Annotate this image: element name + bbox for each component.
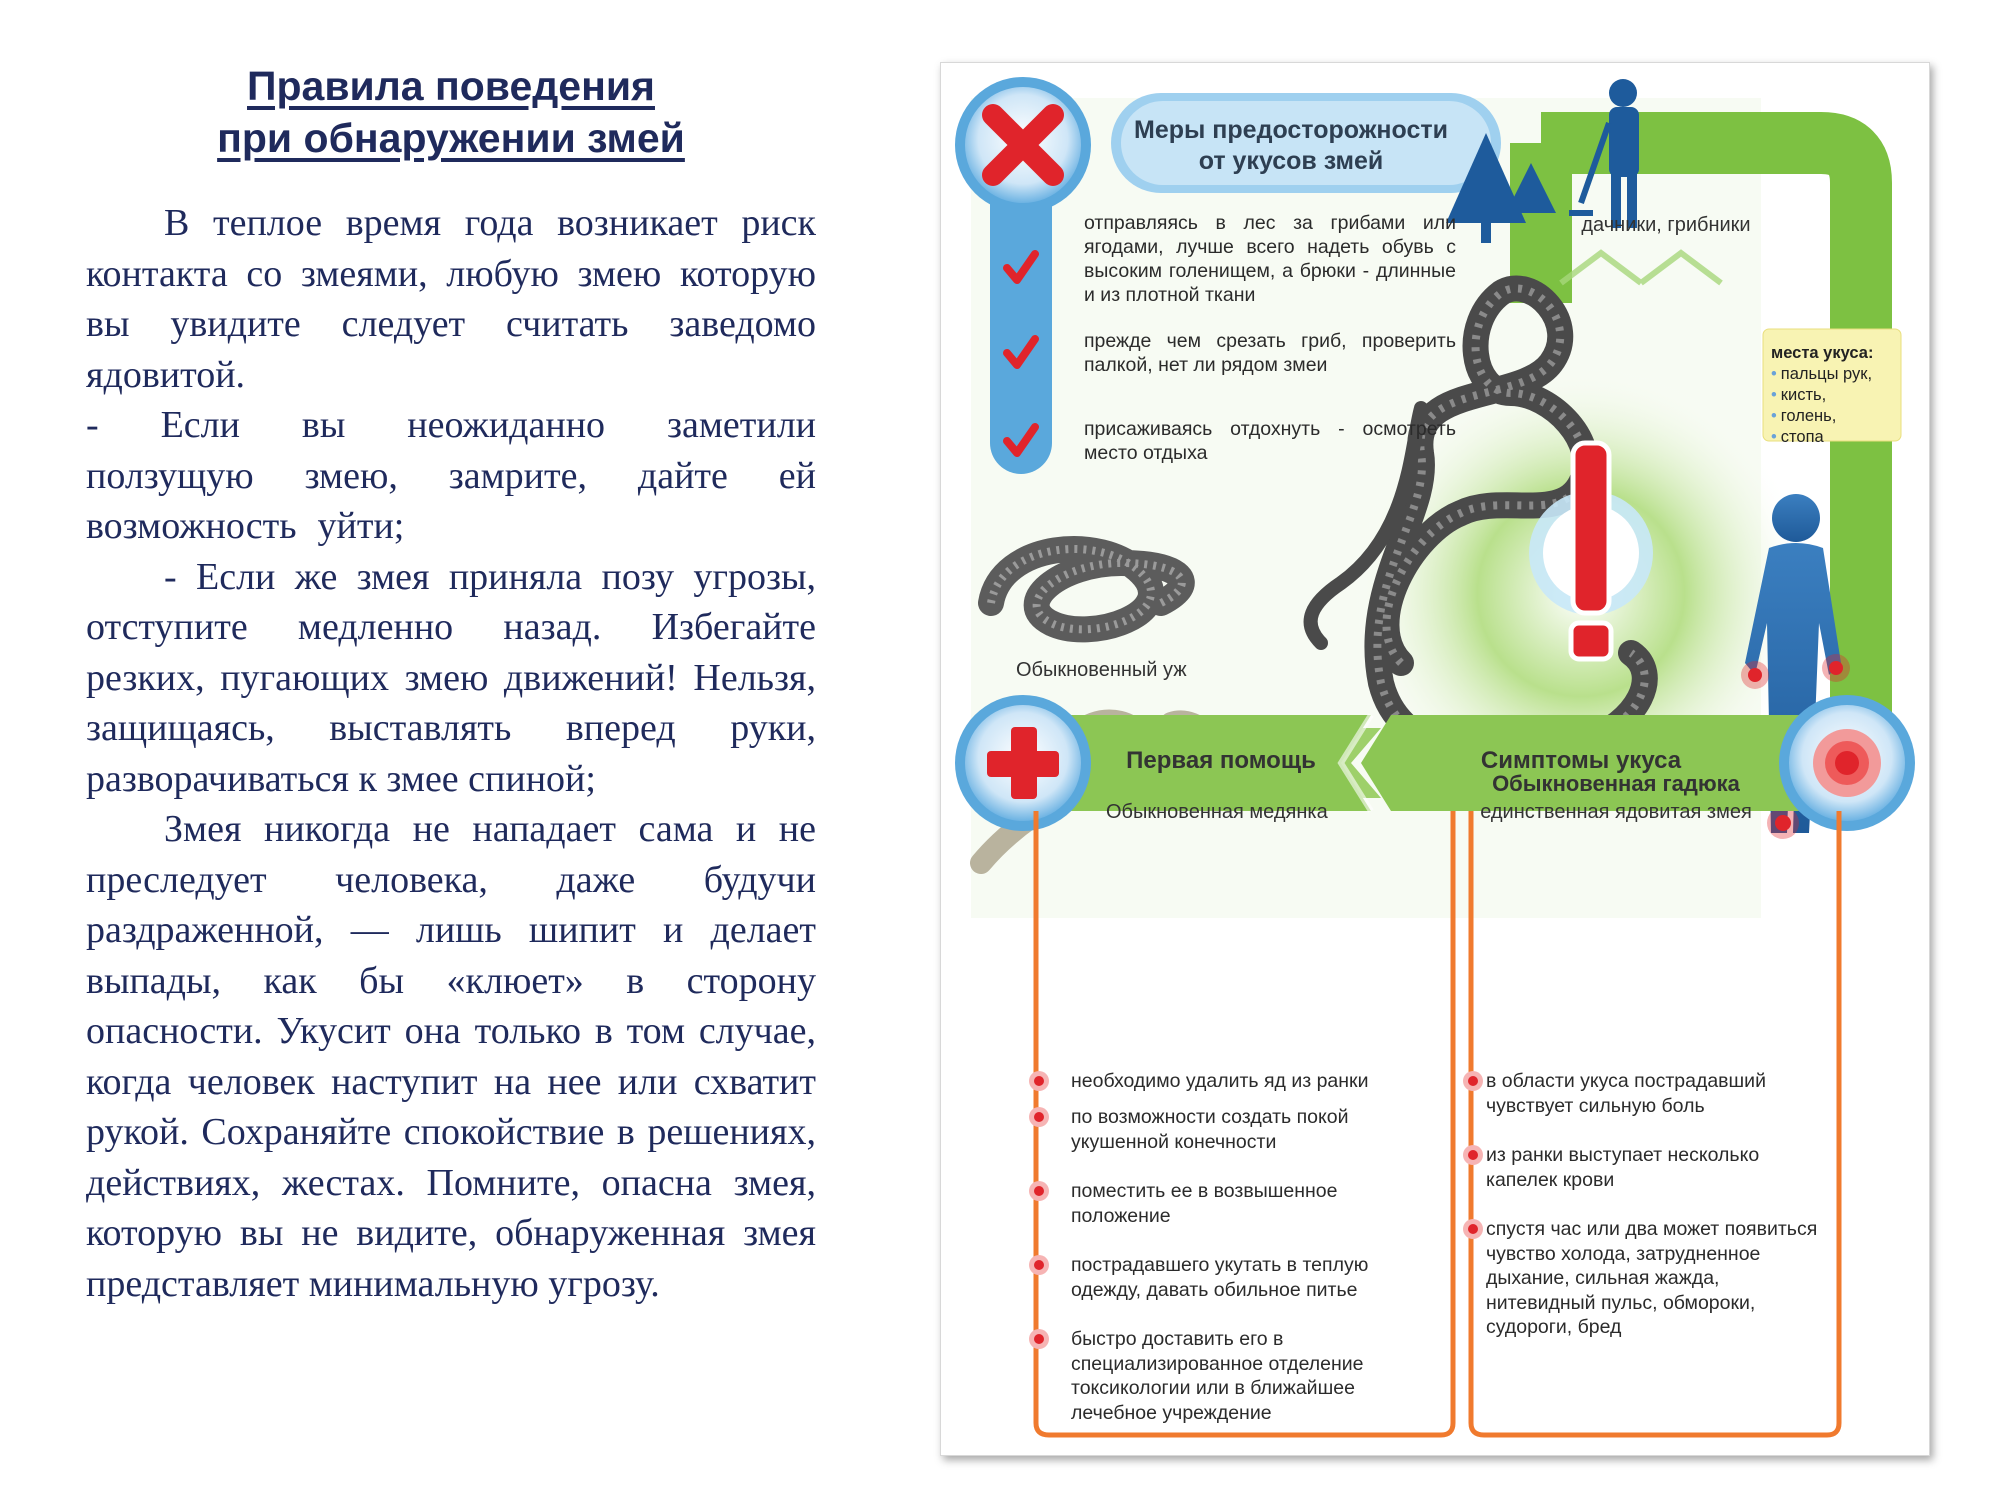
first-aid-title: Первая помощь	[1126, 747, 1316, 774]
risk-group-label: дачники, грибники	[1581, 214, 1751, 236]
article	[86, 60, 816, 1309]
paragraph-conclusion: Змея никогда не нападает сама и не преследует человека, даже будучи раздраженной, — лишь шипит и делает выпады, как бы «клюет» в сторону опасности. Укусит она только в том случае, когда человек наступит на нее или схватит рукой. Сохраняйте спокойствие в решениях, действиях, жестах. Помните, опасна змея, которую вы не видите, обнаруженная змея представляет минимальную угрозу.	[86, 808, 816, 1305]
bite-place-item: • голень,	[1771, 406, 1901, 427]
warning-exclamation-icon	[1571, 443, 1611, 659]
first-aid-item-2: по возможности создать покой укушенной конечности	[1071, 1106, 1349, 1153]
bite-target-icon	[1813, 729, 1881, 797]
article-title	[86, 60, 816, 164]
grass-snake-label: Обыкновенный уж	[1016, 659, 1187, 681]
caution-item-3: присаживаясь отдохнуть - осмотреть место отдыха	[1084, 418, 1456, 464]
bite-place-item: • пальцы рук,	[1771, 364, 1901, 385]
symptom-item-1: в области укуса пострадавший чувствует сильную боль	[1486, 1070, 1766, 1117]
poster	[940, 62, 1930, 1456]
bite-place-item: • стопа	[1771, 427, 1901, 448]
bite-places-title: места укуса:	[1771, 344, 1874, 362]
article-body	[86, 198, 816, 1309]
paragraph-rule-1: - Если вы неожиданно заметили ползущую змею, замрите, дайте ей возможность уйти;	[86, 404, 816, 547]
caution-item-1: отправляясь в лес за грибами или ягодами, лучше всего надеть обувь с высоким голенищем, а брюки - длинные и из плотной ткани	[1084, 212, 1456, 306]
symptom-item-2: из ранки выступает несколько капелек крови	[1486, 1144, 1760, 1191]
title-line-2: при обнаружении змей	[217, 115, 685, 161]
bite-places	[1771, 343, 1901, 448]
symptoms-title: Симптомы укуса	[1480, 747, 1682, 774]
paragraph-intro: В теплое время года возникает риск контакта со змеями, любую змею которую вы увидите следует считать заведомо ядовитой.	[86, 202, 816, 396]
first-aid-item-3: поместить ее в возвышенное положение	[1071, 1180, 1338, 1227]
paragraph-rule-2: - Если же змея приняла позу угрозы, отступите медленно назад. Избегайте резких, пугающих змею движений! Нельзя, защищаясь, выставлять вперед руки, разворачиваться к змее спиной;	[86, 555, 816, 800]
first-aid-item-4: пострадавшего укутать в теплую одежду, давать обильное питье	[1071, 1254, 1369, 1301]
viper-note: единственная ядовитая змея	[1480, 801, 1752, 823]
viper-label: Обыкновенная гадюка	[1492, 771, 1740, 796]
first-aid-item-1: необходимо удалить яд из ранки	[1071, 1070, 1369, 1092]
symptom-item-3: спустя час или два может появиться чувство холода, затрудненное дыхание, сильная жажда, нитевидный пульс, обмороки, судороги, бред	[1486, 1218, 1818, 1338]
first-aid-item-5: быстро доставить его в специализированное отделение токсикологии или в ближайшее лечебное учреждение	[1071, 1328, 1364, 1424]
title-line-1: Правила поведения	[247, 63, 655, 109]
caution-header: Меры предосторожности от укусов змей	[1134, 116, 1448, 175]
bite-place-item: • кисть,	[1771, 385, 1901, 406]
caution-item-2: прежде чем срезать гриб, проверить палкой, нет ли рядом змеи	[1084, 330, 1456, 376]
copper-snake-label: Обыкновенная медянка	[1106, 801, 1328, 823]
